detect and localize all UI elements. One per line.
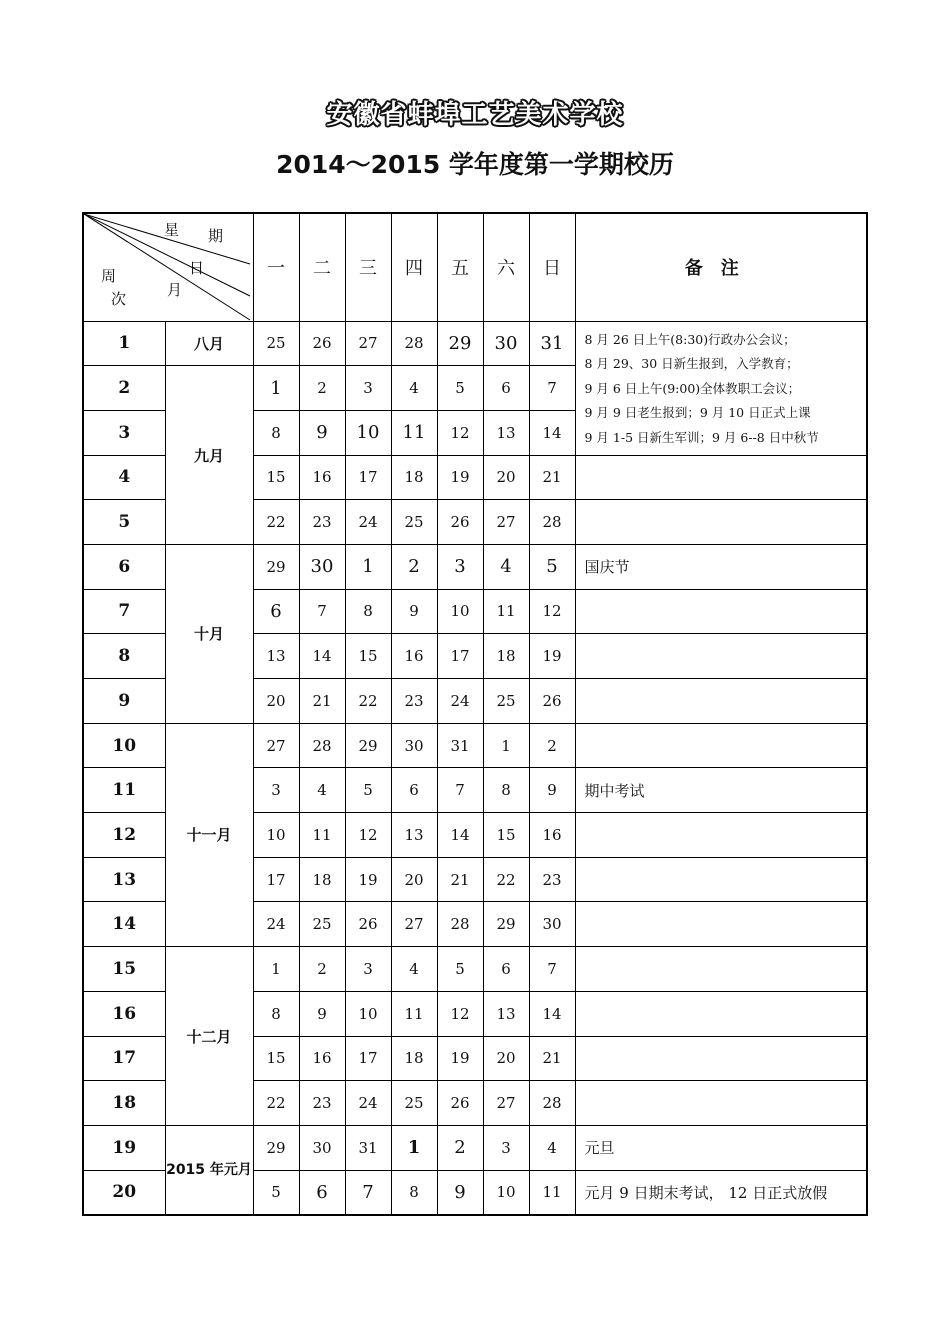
- day-fri: 10: [437, 589, 483, 634]
- week-number: 9: [83, 679, 165, 724]
- day-sun: 31: [529, 321, 575, 366]
- day-fri: 19: [437, 455, 483, 500]
- day-fri: 31: [437, 723, 483, 768]
- day-thu: 4: [391, 947, 437, 992]
- day-sun: 12: [529, 589, 575, 634]
- day-wed: 8: [345, 589, 391, 634]
- week-number: 6: [83, 544, 165, 589]
- week-number: 14: [83, 902, 165, 947]
- day-thu: 1: [391, 1125, 437, 1170]
- month-nov: 十一月: [165, 723, 253, 946]
- day-sun: 28: [529, 500, 575, 545]
- day-tue: 9: [299, 410, 345, 455]
- remark-empty: [575, 455, 867, 500]
- day-mon: 8: [253, 410, 299, 455]
- weekday-wed: 三: [345, 213, 391, 321]
- day-thu: 23: [391, 679, 437, 724]
- remark-first: [575, 321, 867, 455]
- weekday-thu: 四: [391, 213, 437, 321]
- day-fri: 21: [437, 857, 483, 902]
- day-wed: 17: [345, 1036, 391, 1081]
- month-dec: 十二月: [165, 947, 253, 1126]
- day-sat: 8: [483, 768, 529, 813]
- day-mon: 27: [253, 723, 299, 768]
- remark-empty: [575, 634, 867, 679]
- day-sun: 23: [529, 857, 575, 902]
- day-sun: 2: [529, 723, 575, 768]
- day-sat: 1: [483, 723, 529, 768]
- week-row: [83, 723, 867, 768]
- week-number: 2: [83, 366, 165, 411]
- day-wed: 17: [345, 455, 391, 500]
- day-tue: 30: [299, 544, 345, 589]
- day-mon: 1: [253, 947, 299, 992]
- week-number: 5: [83, 500, 165, 545]
- day-thu: 27: [391, 902, 437, 947]
- day-wed: 15: [345, 634, 391, 679]
- week-row: [83, 321, 867, 366]
- week-number: 1: [83, 321, 165, 366]
- remark-line: 8 月 26 日上午(8:30)行政办公会议；: [584, 331, 796, 347]
- day-fri: 17: [437, 634, 483, 679]
- day-thu: 28: [391, 321, 437, 366]
- remark-line: 9 月 1-5 日新生军训；9 月 6--8 日中秋节: [584, 429, 819, 445]
- day-tue: 11: [299, 813, 345, 858]
- day-thu: 8: [391, 1170, 437, 1215]
- remark-empty: [575, 991, 867, 1036]
- day-sun: 28: [529, 1081, 575, 1126]
- calendar-title: 2014～2015 学年度第一学期校历: [276, 150, 674, 179]
- day-wed: 22: [345, 679, 391, 724]
- day-wed: 24: [345, 500, 391, 545]
- day-thu: 18: [391, 1036, 437, 1081]
- day-sat: 20: [483, 1036, 529, 1081]
- remark-empty: [575, 679, 867, 724]
- day-fri: 5: [437, 366, 483, 411]
- day-mon: 3: [253, 768, 299, 813]
- week-number: 13: [83, 857, 165, 902]
- day-sun: 7: [529, 366, 575, 411]
- day-tue: 7: [299, 589, 345, 634]
- day-thu: 18: [391, 455, 437, 500]
- remark-empty: [575, 813, 867, 858]
- day-wed: 10: [345, 991, 391, 1036]
- day-wed: 24: [345, 1081, 391, 1126]
- day-thu: 13: [391, 813, 437, 858]
- week-number: 3: [83, 410, 165, 455]
- week-number: 8: [83, 634, 165, 679]
- day-thu: 25: [391, 500, 437, 545]
- weekday-fri: 五: [437, 213, 483, 321]
- day-tue: 28: [299, 723, 345, 768]
- day-sun: 7: [529, 947, 575, 992]
- day-tue: 9: [299, 991, 345, 1036]
- day-mon: 8: [253, 991, 299, 1036]
- day-sat: 25: [483, 679, 529, 724]
- month-oct: 十月: [165, 544, 253, 723]
- school-name: 安徽省蚌埠工艺美术学校: [326, 100, 624, 130]
- day-tue: 16: [299, 455, 345, 500]
- corner-ri: 日: [189, 259, 205, 277]
- day-mon: 15: [253, 1036, 299, 1081]
- day-tue: 25: [299, 902, 345, 947]
- weekday-sat: 六: [483, 213, 529, 321]
- day-wed: 29: [345, 723, 391, 768]
- remark-w6: 国庆节: [575, 544, 867, 589]
- week-number: 15: [83, 947, 165, 992]
- day-sat: 6: [483, 947, 529, 992]
- week-number: 18: [83, 1081, 165, 1126]
- day-sat: 13: [483, 410, 529, 455]
- remark-empty: [575, 589, 867, 634]
- day-wed: 10: [345, 410, 391, 455]
- day-mon: 5: [253, 1170, 299, 1215]
- day-sun: 19: [529, 634, 575, 679]
- day-sun: 14: [529, 410, 575, 455]
- day-wed: 5: [345, 768, 391, 813]
- day-mon: 22: [253, 1081, 299, 1126]
- corner-xing: 星: [164, 221, 180, 239]
- week-number: 17: [83, 1036, 165, 1081]
- day-wed: 27: [345, 321, 391, 366]
- remark-empty: [575, 857, 867, 902]
- weekday-mon: 一: [253, 213, 299, 321]
- diagonal-header-cell: [83, 213, 253, 321]
- day-mon: 29: [253, 544, 299, 589]
- week-number: 20: [83, 1170, 165, 1215]
- day-sat: 3: [483, 1125, 529, 1170]
- day-mon: 17: [253, 857, 299, 902]
- day-tue: 16: [299, 1036, 345, 1081]
- remark-line: 8 月 29、30 日新生报到，入学教育；: [584, 356, 799, 372]
- remark-empty: [575, 902, 867, 947]
- remark-empty: [575, 723, 867, 768]
- week-row: [83, 544, 867, 589]
- corner-ci: 次: [111, 290, 127, 308]
- corner-qi: 期: [208, 227, 224, 245]
- day-fri: 26: [437, 1081, 483, 1126]
- day-fri: 28: [437, 902, 483, 947]
- day-thu: 20: [391, 857, 437, 902]
- day-tue: 2: [299, 947, 345, 992]
- day-fri: 26: [437, 500, 483, 545]
- day-wed: 1: [345, 544, 391, 589]
- day-mon: 25: [253, 321, 299, 366]
- day-tue: 26: [299, 321, 345, 366]
- day-sun: 21: [529, 1036, 575, 1081]
- remark-w11: 期中考试: [575, 768, 867, 813]
- day-fri: 7: [437, 768, 483, 813]
- day-sun: 9: [529, 768, 575, 813]
- week-number: 10: [83, 723, 165, 768]
- day-wed: 12: [345, 813, 391, 858]
- day-thu: 11: [391, 410, 437, 455]
- header-row: [83, 213, 867, 321]
- day-sat: 29: [483, 902, 529, 947]
- day-fri: 12: [437, 410, 483, 455]
- day-sat: 11: [483, 589, 529, 634]
- day-sat: 6: [483, 366, 529, 411]
- day-wed: 3: [345, 947, 391, 992]
- day-sun: 21: [529, 455, 575, 500]
- day-mon: 20: [253, 679, 299, 724]
- weekday-sun: 日: [529, 213, 575, 321]
- day-fri: 14: [437, 813, 483, 858]
- day-wed: 7: [345, 1170, 391, 1215]
- week-number: 11: [83, 768, 165, 813]
- day-tue: 23: [299, 500, 345, 545]
- day-sat: 15: [483, 813, 529, 858]
- day-mon: 13: [253, 634, 299, 679]
- day-sun: 30: [529, 902, 575, 947]
- day-mon: 1: [253, 366, 299, 411]
- day-wed: 3: [345, 366, 391, 411]
- day-wed: 31: [345, 1125, 391, 1170]
- school-calendar-table: [82, 212, 868, 1216]
- week-number: 7: [83, 589, 165, 634]
- day-thu: 9: [391, 589, 437, 634]
- week-row: [83, 947, 867, 992]
- remarks-header: 备注: [575, 213, 867, 321]
- day-thu: 16: [391, 634, 437, 679]
- day-sun: 11: [529, 1170, 575, 1215]
- day-sun: 5: [529, 544, 575, 589]
- week-number: 16: [83, 991, 165, 1036]
- day-tue: 14: [299, 634, 345, 679]
- month-sep: 九月: [165, 366, 253, 545]
- day-tue: 4: [299, 768, 345, 813]
- day-sun: 26: [529, 679, 575, 724]
- day-sun: 14: [529, 991, 575, 1036]
- day-fri: 19: [437, 1036, 483, 1081]
- day-sat: 18: [483, 634, 529, 679]
- day-tue: 21: [299, 679, 345, 724]
- corner-zhou: 周: [101, 267, 117, 285]
- day-fri: 12: [437, 991, 483, 1036]
- day-tue: 2: [299, 366, 345, 411]
- week-row: [83, 1125, 867, 1170]
- remark-empty: [575, 947, 867, 992]
- day-mon: 15: [253, 455, 299, 500]
- day-sat: 27: [483, 1081, 529, 1126]
- day-fri: 29: [437, 321, 483, 366]
- day-sun: 16: [529, 813, 575, 858]
- week-number: 12: [83, 813, 165, 858]
- day-sat: 10: [483, 1170, 529, 1215]
- remark-empty: [575, 1036, 867, 1081]
- day-thu: 2: [391, 544, 437, 589]
- day-sat: 20: [483, 455, 529, 500]
- remark-empty: [575, 500, 867, 545]
- day-tue: 6: [299, 1170, 345, 1215]
- day-wed: 19: [345, 857, 391, 902]
- day-tue: 23: [299, 1081, 345, 1126]
- month-jan: 2015 年元月: [165, 1125, 253, 1214]
- day-wed: 26: [345, 902, 391, 947]
- day-fri: 5: [437, 947, 483, 992]
- day-thu: 25: [391, 1081, 437, 1126]
- day-sat: 22: [483, 857, 529, 902]
- weekday-tue: 二: [299, 213, 345, 321]
- day-fri: 9: [437, 1170, 483, 1215]
- day-mon: 22: [253, 500, 299, 545]
- remark-line: 9 月 6 日上午(9:00)全体教职工会议；: [584, 380, 801, 396]
- week-number: 4: [83, 455, 165, 500]
- day-mon: 29: [253, 1125, 299, 1170]
- day-mon: 6: [253, 589, 299, 634]
- day-sat: 4: [483, 544, 529, 589]
- day-thu: 6: [391, 768, 437, 813]
- day-thu: 4: [391, 366, 437, 411]
- day-fri: 3: [437, 544, 483, 589]
- day-mon: 24: [253, 902, 299, 947]
- day-sat: 27: [483, 500, 529, 545]
- day-sat: 13: [483, 991, 529, 1036]
- day-thu: 11: [391, 991, 437, 1036]
- corner-yue: 月: [167, 281, 183, 299]
- day-sat: 30: [483, 321, 529, 366]
- day-tue: 18: [299, 857, 345, 902]
- month-aug: 八月: [165, 321, 253, 366]
- day-fri: 2: [437, 1125, 483, 1170]
- day-mon: 10: [253, 813, 299, 858]
- day-fri: 24: [437, 679, 483, 724]
- remark-w19: 元旦: [575, 1125, 867, 1170]
- day-thu: 30: [391, 723, 437, 768]
- day-sun: 4: [529, 1125, 575, 1170]
- week-number: 19: [83, 1125, 165, 1170]
- day-tue: 30: [299, 1125, 345, 1170]
- remark-w20: 元月 9 日期末考试， 12 日正式放假: [575, 1170, 867, 1215]
- remark-line: 9 月 9 日老生报到；9 月 10 日正式上课: [584, 405, 811, 421]
- remark-empty: [575, 1081, 867, 1126]
